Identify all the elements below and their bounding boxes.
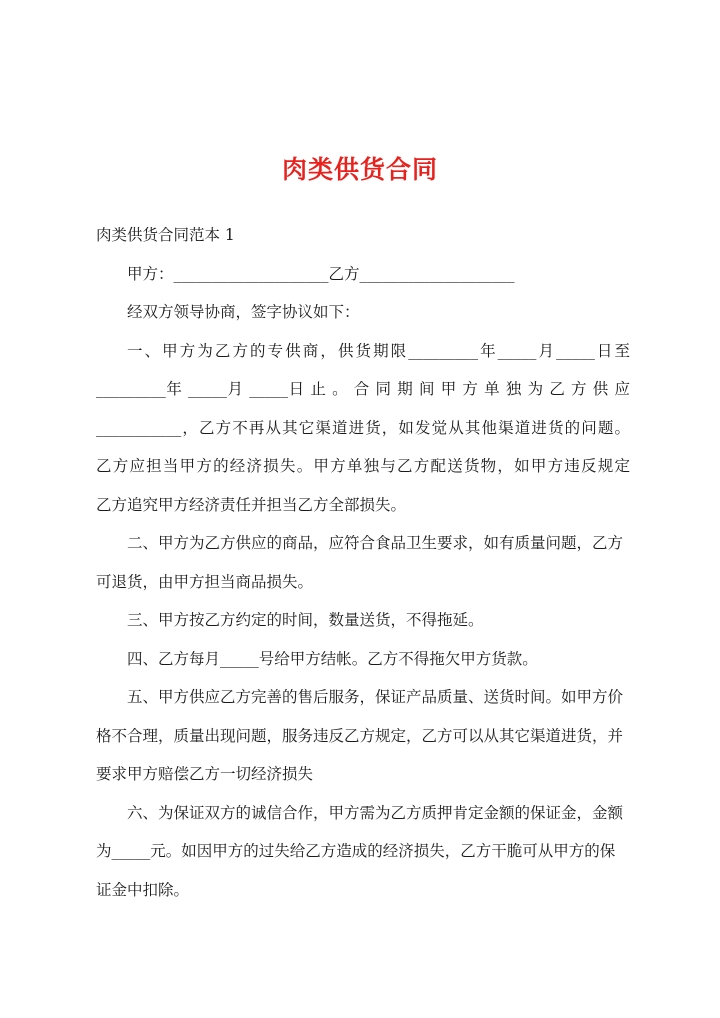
document-body: [96, 216, 630, 909]
clause-1-line-1: 一、甲方为乙方的专供商，供货期限_________年_____月_____日至: [127, 341, 630, 360]
party-line: 甲方：____________________乙方____________________: [127, 264, 515, 283]
clause-1-line-5: 乙方追究甲方经济责任并担当乙方全部损失。: [96, 495, 407, 514]
clause-5: 五、甲方供应乙方完善的售后服务，保证产品质量、送货时间。如甲方价格不合理，质量出现问题，服务违反乙方规定，乙方可以从其它渠道进货，并要求甲方赔偿乙方一切经济损失: [96, 688, 624, 783]
intro-paragraph: 经双方领导协商，签字协议如下：: [127, 303, 360, 321]
clause-1-line-4: 乙方应担当甲方的经济损失。甲方单独与乙方配送货物，如甲方违反规定: [96, 457, 630, 475]
clause-1-line-2: _________年 _____月 _____日 止 。 合 同 期 间 甲 方 单 独 为 乙 方 供 应: [96, 380, 630, 398]
clause-4: 四、乙方每月_____号给甲方结帐。乙方不得拖欠甲方货款。: [127, 649, 538, 668]
clause-2: 二、甲方为乙方供应的商品，应符合食品卫生要求，如有质量问题，乙方可退货，由甲方担当商品损失。: [96, 534, 624, 591]
clause-3: 三、甲方按乙方约定的时间，数量送货，不得拖延。: [127, 611, 484, 629]
clause-6: 六、为保证双方的诚信合作，甲方需为乙方质押肯定金额的保证金，金额为_____元。如因甲方的过失给乙方造成的经济损失，乙方干脆可从甲方的保证金中扣除。: [96, 803, 624, 899]
subtitle: 肉类供货合同范本 1: [96, 226, 235, 244]
clause-1-line-3: ___________，乙方不再从其它渠道进货，如发觉从其他渠道进货的问题。: [96, 418, 630, 437]
document-title: 肉类供货合同: [281, 155, 438, 184]
